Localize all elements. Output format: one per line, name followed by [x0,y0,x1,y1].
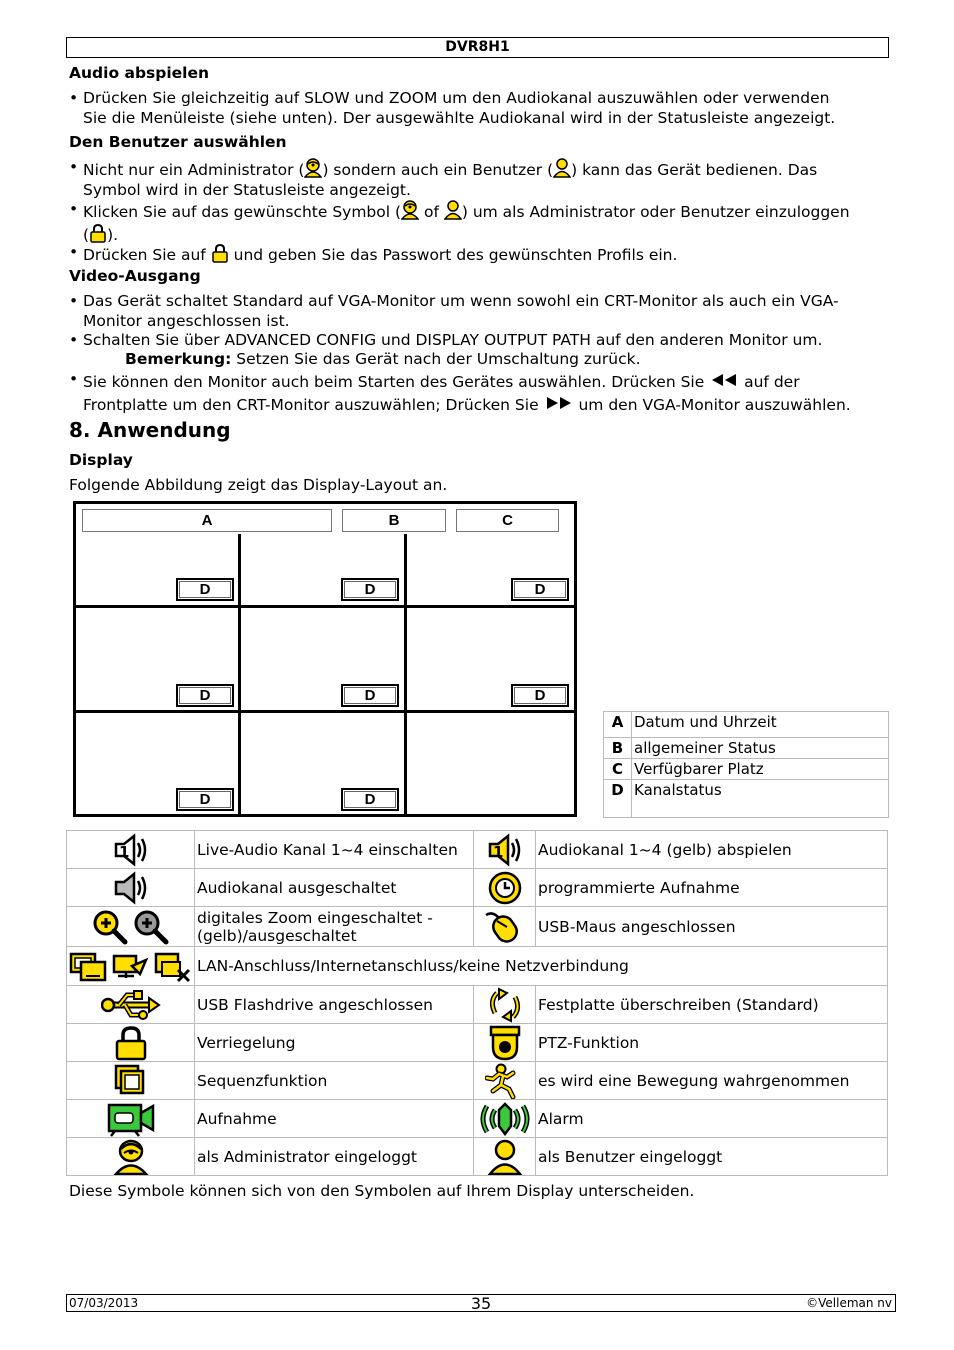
table-row: als Administrator eingeloggt als Benutzer eingeloggt [67,1138,888,1176]
icon-table [66,830,888,1176]
svg-text:1: 1 [118,842,129,861]
internet-icon [112,948,150,984]
label-b: B [342,509,446,532]
lock-icon [211,243,229,263]
label-d: D [341,788,399,811]
note: Bemerkung: Setzen Sie das Gerät nach der Umschaltung zurück. [125,350,641,368]
heading-display: Display [69,451,133,469]
zoom-on-icon [92,909,128,945]
heading-audio: Audio abspielen [69,64,210,82]
bullet-video-2: • Schalten Sie über ADVANCED CONFIG und DISPLAY OUTPUT PATH auf den anderen Monitor um. [69,331,823,349]
audio-off-icon [113,871,149,905]
zoom-off-icon [133,909,169,945]
legend-row: D Kanalstatus [604,780,889,818]
page-footer [66,1294,896,1312]
user-icon [487,1139,523,1175]
label-d: D [341,578,399,601]
legend-row: C Verfügbarer Platz [604,759,889,780]
display-intro: Folgende Abbildung zeigt das Display-Layout an. [69,476,448,494]
alarm-icon [477,1102,533,1136]
table-row: 1 Live-Audio Kanal 1~4 einschalten 1 Audiokanal 1~4 (gelb) abspielen [67,831,888,869]
page-number: 35 [470,1294,492,1313]
overwrite-icon [487,987,523,1023]
rewind-icon [709,370,739,390]
bullet-user-3: • Drücken Sie auf und geben Sie das Passwort des gewünschten Profils ein. [69,243,678,264]
table-row: USB Flashdrive angeschlossen Festplatte überschreiben (Standard) [67,986,888,1024]
display-layout-figure [73,501,577,817]
audio-play-icon [487,833,523,867]
table-row: Sequenzfunktion es wird eine Bewegung wahrgenommen [67,1062,888,1100]
table-row: LAN-Anschluss/Internetanschluss/keine Netzverbindung [67,947,888,986]
label-d: D [341,684,399,707]
motion-icon [485,1063,525,1099]
table-row: Audiokanal ausgeschaltet programmierte Aufnahme [67,869,888,907]
user-icon [553,158,571,178]
label-c: C [456,509,559,532]
table-row: Verriegelung PTZ-Funktion [67,1024,888,1062]
lan-icon [69,948,107,984]
record-icon [107,1101,155,1137]
label-d: D [176,684,234,707]
ptz-camera-icon [487,1025,523,1061]
icons-note: Diese Symbole können sich von den Symbolen auf Ihrem Display unterscheiden. [69,1182,695,1200]
admin-icon [401,200,419,220]
admin-icon [113,1139,149,1175]
user-icon [444,200,462,220]
fast-forward-icon [544,393,574,413]
document-header [66,37,889,58]
clock-icon [487,871,523,905]
svg-text:1: 1 [492,842,503,861]
bullet-video-1: • Das Gerät schaltet Standard auf VGA-Monitor um wenn sowohl ein CRT-Monitor als auch ein VGA- Monitor angeschlossen ist. [69,292,839,330]
bullet-audio-1: • Drücken Sie gleichzeitig auf SLOW und ZOOM um den Audiokanal auszuwählen oder verwenden Sie die Menüleiste (siehe unten). Der ausgewählte Audiokanal wird in der Statusleiste angezeigt. [69,89,836,127]
legend-table [603,711,889,818]
model-title: DVR8H1 [445,39,510,55]
heading-video: Video-Ausgang [69,267,201,285]
legend-row: B allgemeiner Status [604,738,889,759]
label-d: D [176,578,234,601]
usb-icon [101,989,161,1021]
label-a: A [82,509,332,532]
label-d: D [176,788,234,811]
footer-date: 07/03/2013 [69,1296,139,1310]
legend-row: A Datum und Uhrzeit [604,712,889,738]
mouse-icon [482,909,528,945]
table-row: Aufnahme Alarm [67,1100,888,1138]
chapter-title: 8. Anwendung [69,418,231,442]
bullet-user-2: • Klicken Sie auf das gewünschte Symbol ( of ) um als Administrator oder Benutzer einzuloggen ( ). [69,200,850,244]
table-row: digitales Zoom eingeschaltet - (gelb)/ausgeschaltet USB-Maus angeschlossen [67,907,888,947]
heading-user: Den Benutzer auswählen [69,133,287,151]
sequence-icon [113,1063,149,1099]
label-d: D [511,684,569,707]
no-network-icon [154,948,192,984]
bullet-video-3: • Sie können den Monitor auch beim Starten des Gerätes auswählen. Drücken Sie auf der Frontplatte um den CRT-Monitor auszuwählen; Drücken Sie um den VGA-Monitor auszuwählen. [69,370,851,414]
admin-icon [304,158,322,178]
label-d: D [511,578,569,601]
audio-live-icon [113,833,149,867]
bullet-user-1: • Nicht nur ein Administrator ( ) sondern auch ein Benutzer ( ) kann das Gerät bedienen. Das Symbol wird in der Statusleiste angezeigt. [69,158,818,199]
footer-copyright: ©Velleman nv [806,1296,892,1310]
lock-icon [89,223,107,243]
lock-icon [113,1025,149,1061]
